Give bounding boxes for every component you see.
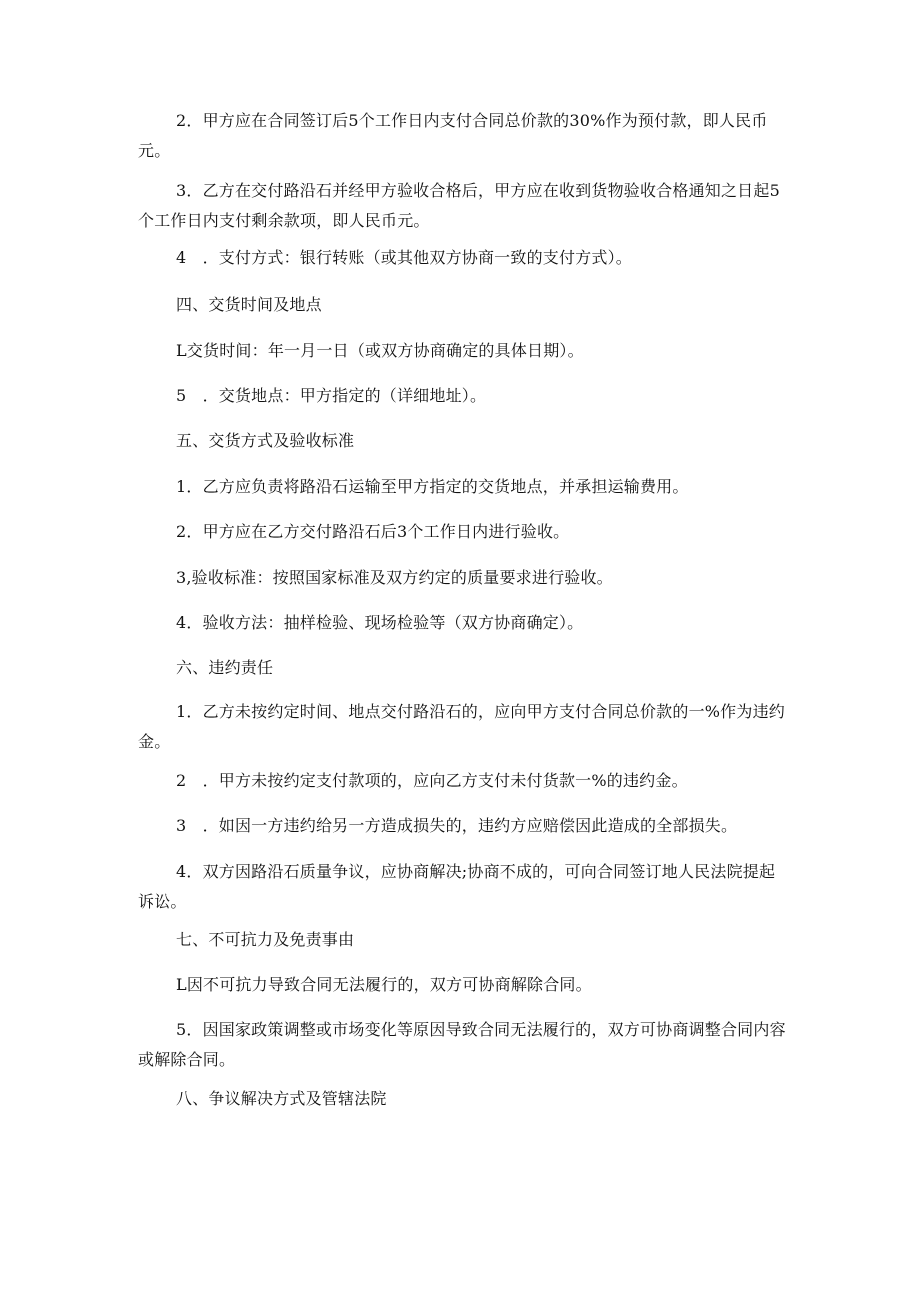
paragraph-force-majeure-5: 5．因国家政策调整或市场变化等原因导致合同无法履行的，双方可协商调整合同内容或解除合同。 xyxy=(138,1020,786,1069)
paragraph-delivery-1: L交货时间：年一月一日（或双方协商确定的具体日期）。 xyxy=(176,341,584,360)
heading-section-6: 六、违约责任 xyxy=(176,658,274,677)
paragraph-force-majeure-1: L因不可抗力导致合同无法履行的，双方可协商解除合同。 xyxy=(176,975,592,994)
paragraph-acceptance-2: 2．甲方应在乙方交付路沿石后3个工作日内进行验收。 xyxy=(176,522,570,541)
paragraph-acceptance-4: 4．验收方法：抽样检验、现场检验等（双方协商确定）。 xyxy=(176,613,584,632)
paragraph-liability-4: 4．双方因路沿石质量争议，应协商解决;协商不成的，可向合同签订地人民法院提起诉讼。 xyxy=(138,862,776,911)
paragraph-liability-3: 3 ．如因一方违约给另一方造成损失的，违约方应赔偿因此造成的全部损失。 xyxy=(176,816,738,835)
heading-section-7: 七、不可抗力及免责事由 xyxy=(176,930,355,949)
paragraph-acceptance-1: 1．乙方应负责将路沿石运输至甲方指定的交货地点，并承担运输费用。 xyxy=(176,477,689,496)
heading-section-8: 八、争议解决方式及管辖法院 xyxy=(176,1089,387,1108)
heading-section-4: 四、交货时间及地点 xyxy=(176,295,322,314)
paragraph-payment-2: 2．甲方应在合同签订后5个工作日内支付合同总价款的30%作为预付款，即人民币元。 xyxy=(138,111,768,160)
paragraph-liability-1: 1．乙方未按约定时间、地点交付路沿石的，应向甲方支付合同总价款的一%作为违约金。 xyxy=(138,702,785,751)
heading-section-5: 五、交货方式及验收标准 xyxy=(176,431,355,450)
paragraph-payment-3: 3．乙方在交付路沿石并经甲方验收合格后，甲方应在收到货物验收合格通知之日起5个工作日内支付剩余款项，即人民币元。 xyxy=(138,181,780,230)
paragraph-liability-2: 2 ．甲方未按约定支付款项的，应向乙方支付未付货款一%的违约金。 xyxy=(176,771,688,790)
paragraph-acceptance-3: 3,验收标准：按照国家标准及双方约定的质量要求进行验收。 xyxy=(176,568,613,587)
paragraph-delivery-5: 5 ．交货地点：甲方指定的（详细地址）。 xyxy=(176,386,487,405)
paragraph-payment-4: 4 ．支付方式：银行转账（或其他双方协商一致的支付方式）。 xyxy=(176,248,632,267)
